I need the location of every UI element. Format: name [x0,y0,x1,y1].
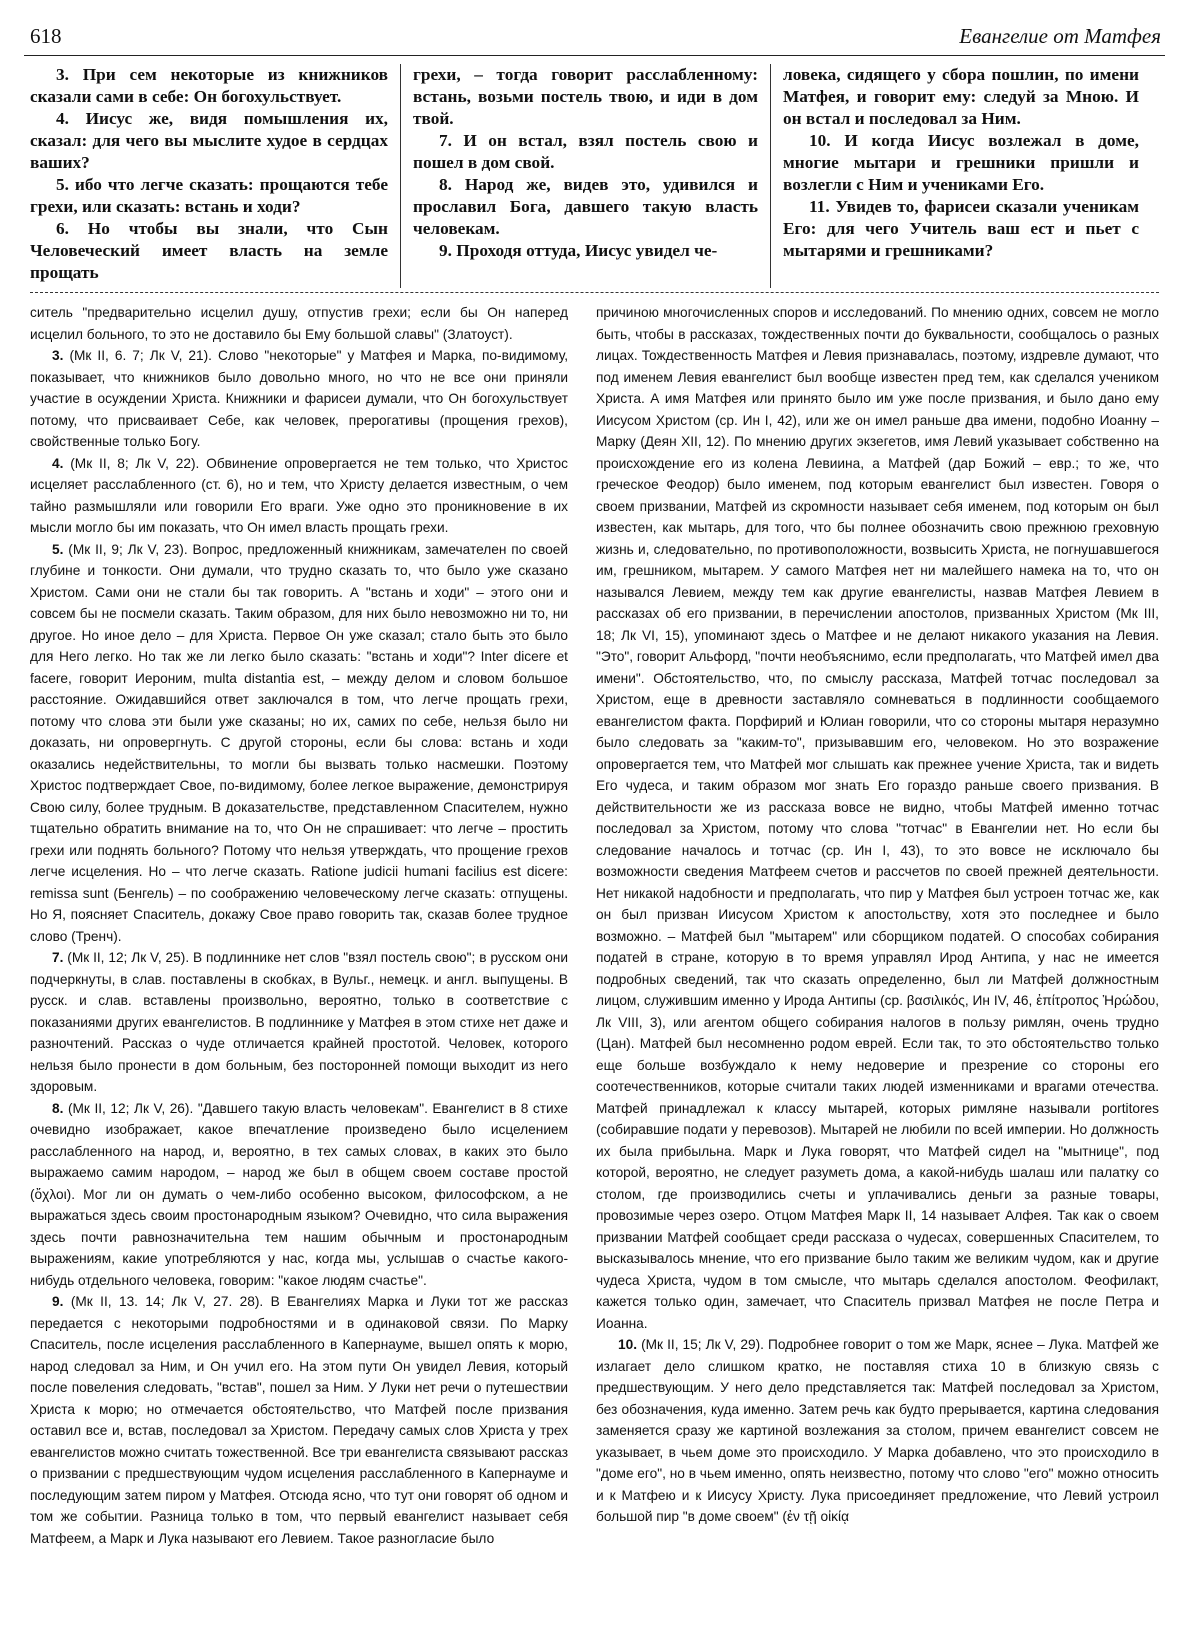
commentary-continued: ситель "предварительно исцелил душу, отпустив грехи; если бы Он наперед исцелил больного, то это не доставило бы Ему большой славы" (Златоуст). [30,305,568,342]
commentary-column-left [30,302,582,1622]
commentary-column-right [582,302,1159,1622]
commentary-verse-5 [30,539,568,948]
verses-separator [30,292,1159,293]
verse-ref: 7. [52,950,64,965]
verse-8: 8. Народ же, видев это, удивился и прославил Бога, давшего такую власть человекам. [413,175,758,238]
commentary-text: (Мк II, 8; Лк V, 22). Обвинение опровергается не тем только, что Христос исцеляет расслабленного (ст. 6), но и тем, что Христу делается известным, о чем тайно размышляли или говорили Его враги. Уже одно это проникновение в их мысли могло бы им показать, что Он имел власть прощать грехи. [30,455,568,535]
page-number: 618 [30,24,62,48]
commentary-text: (Мк II, 13. 14; Лк V, 27. 28). В Евангелиях Марка и Луки тот же рассказ передается с некоторыми подробностями и в одинаковой связи. По Марку Спаситель, после исцеления расслабленного в Капернауме, вышел опять к морю, народ следовал за Ним, и Он учил его. На этом пути Он увидел Левия, который после повеления следовать, "встав", пошел за Ним. У Луки нет речи о путешествии Христа к морю; но отмечается обстоятельство, что Матфей после призвания оставил все и, встав, последовал за Христом. Передачу самых слов Христа у трех евангелистов можно считать тожественной. Все три евангелиста связывают рассказ о призвании с предшествующим чудом исцеления расслабленного в Капернауме и последующим затем пиром у Матфея. Отсюда ясно, что тут они говорят об одном и том же событии. Разница только в том, что первый евангелист называет себя Матфеем, а Марк и Лука называют его Левием. Такое разногласие было [30,1294,568,1546]
verse-ref: 10. [618,1337,638,1352]
verse-4: 4. Иисус же, видя помышления их, сказал: для чего вы мыслите худое в сердцах ваших? [30,109,388,172]
commentary-verse-4 [30,453,568,539]
verse-6-continued: грехи, – тогда говорит расслабленному: встань, возьми постель твою, и иди в дом твой. [413,65,758,128]
verse-6: 6. Но чтобы вы знали, что Сын Человеческий имеет власть на земле прощать [30,219,388,282]
verse-5: 5. ибо что легче сказать: прощаются тебе грехи, или сказать: встань и ходи? [30,175,388,216]
verse-ref: 5. [52,541,64,557]
verse-3: 3. При сем некоторые из книжников сказали сами в себе: Он богохульствует. [30,65,388,106]
commentary-text: (Мк II, 15; Лк V, 29). Подробнее говорит о том же Марк, яснее – Лука. Матфей же излагает дело слишком кратко, не поставляя стиха 10 в близкую связь с предшествующим. У него дело представляется так: Матфей последовал за Христом, без обозначения, куда именно. Затем речь как будто прерывается, картина следования заменяется сразу же картиной возлежания за столом, причем евангелист совсем не указывает, в чьем доме это происходило. У Марка добавлено, что это происходило в "доме его", но в чьем именно, опять неизвестно, потому что слово "его" можно относить и к Матфею и к Иисусу Христу. Лука присоединяет предложение, что Левий устроил большой пир "в доме своем" (ἐν τῇ οἰκίᾳ [596,1337,1159,1524]
running-title: Евангелие от Матфея [959,24,1161,48]
header-rule [24,55,1165,56]
verse-10: 10. И когда Иисус возлежал в доме, многие мытари и грешники пришли и возлегли с Ним и учениками Его. [783,131,1139,194]
commentary-text: (Мк II, 6. 7; Лк V, 21). Слово "некоторые" у Матфея и Марка, по-видимому, показывает, что книжников было довольно много, но что не все они приняли участие в осуждении Христа. Книжники и фарисеи думали, что Он богохульствует потому, что присваивает Себе, как человек, прерогативы (прощения грехов), свойственные только Богу. [30,348,568,449]
scripture-verses [30,64,1159,288]
verse-ref: 9. [52,1294,64,1309]
verse-7: 7. И он встал, взял постель свою и пошел в дом свой. [413,131,758,172]
verse-ref: 8. [52,1100,64,1116]
verse-ref: 3. [52,348,64,363]
verse-column-2 [400,64,770,288]
commentary-verse-9 [30,1291,568,1549]
commentary-verse-7 [30,947,568,1098]
verse-column-1 [30,64,400,288]
commentary-verse-3 [30,345,568,453]
verse-ref: 4. [52,455,64,471]
commentary-continued: причиною многочисленных споров и исследований. По мнению одних, совсем не могло быть, чтобы в рассказах, тождественных почти до буквальности, сообщалось о разных лицах. Тождественность Матфея и Левия признавалась, поэтому, издревле думают, что под именем Левия евангелист был вообще известен пред тем, как сделался учеником Христа. А имя Матфея или принято было им уже после призвания, и было дано ему Иисусом Христом (ср. Ин I, 42), или же он имел раньше два имени, подобно Иоанну – Марку (Деян XII, 12). По мнению других экзегетов, имя Левий указывает собственно на происхождение его из колена Левиина, а Матфей (дар Божий – евр.; то же, что греческое Феодор) было именем, под которым евангелист был известен. Говоря о своем призвании, Матфей из скромности называет себя именем, под которым он был известен, как мытарь, для того, что бы полнее обозначить свою прежнюю греховную жизнь и, следовательно, по противоположности, возвысить Христа, не погнушавшегося им, грешником, мытарем. У самого Матфея нет ни малейшего намека на то, что он назывался Левием, между тем как другие евангелисты, назвав Матфея Левием в рассказах об его призвании, в перечислении апостолов, призванных Христом (Мк III, 18; Лк VI, 15), упоминают здесь о Матфее и не делают никакого указания на Левия. "Это", говорит Альфорд, "почти необъяснимо, если предполагать, что Матфей имел два имени". Обстоятельство, что, по смыслу рассказа, Матфей тотчас последовал за Христом, еще в древности заставляло сомневаться в подлинности сообщаемого евангелистом факта. Порфирий и Юлиан говорили, что со стороны мытаря неразумно было следовать за "каким-то", призывавшим его, человеком. Но это возражение опровергается тем, что Матфей мог слышать как прежнее учение Христа, так и видеть Его чудеса, и таким образом мог знать Его гораздо раньше своего призвания. В действительности же из рассказа вовсе не видно, чтобы Матфей именно тотчас последовал за Христом, потому что слова "тотчас" в Евангелии нет. Но если бы следование началось и тотчас (ср. Ин I, 43), то это вовсе не исключало бы возможности сведения Матфеем счетов и рассчетов по своей прежней деятельности. Нет никакой надобности и предполагать, что пир у Матфея был устроен тотчас же, как он был призван Иисусом Христом к апостольству, хотя это последнее и было возможно. – Матфей был "мытарем" или сборщиком податей. О способах собирания податей в стране, которую в то время управлял Ирод Антипа, у нас не имеется подробных сведений, так что сказать определенно, был ли Матфей должностным лицом, служившим именно у Ирода Антипы (ср. βασιλικός, Ин IV, 46, ἐπίτροπος Ἡρώδου, Лк VIII, 3), или агентом общего собирания налогов в пользу римлян, очень трудно (Цан). Матфей был несомненно родом еврей. Если так, то это обстоятельство только еще больше возбуждало к нему недоверие и презрение со стороны его соотечественников, которые считали таких людей изменниками и врагами отечества. Матфей принадлежал к классу мытарей, которых римляне называли portitores (собиравшие подати у перевозов). Мытарей не любили по всей империи. Но должность их была прибыльна. Марк и Лука говорят, что Матфей сидел на "мытнице", под которой, вероятно, не следует разуметь дома, а какой-нибудь шалаш или палатку со столом, где производились счеты и уплачивались деньги за разные товары, провозимые через озеро. Отцом Матфея Марк II, 14 называет Алфея. Так как о своем призвании Матфей сообщает среди рассказа о чудесах, совершенных Спасителем, то высказывалось мнение, что его призвание было таким же великим чудом, как и другие чудеса Христа, чудом в том смысле, что мытарь сделался апостолом. Феофилакт, кажется только один, замечает, что Спаситель призвал Матфея не после Петра и Иоанна. [596,305,1159,1331]
commentary-text: (Мк II, 12; Лк V, 26). "Давшего такую власть человекам". Евангелист в 8 стихе очевидно изображает, какое впечатление произведено было исцелением расслабленного на народ, и, вероятно, в тех самых словах, в каких это было выражаемо самим народом, – народ же был в общем своем составе простой (ὄχλοι). Мог ли он думать о чем-либо особенно высоком, философском, а не выражаться здесь своим простонародным языком? Очевидно, что сила выражения здесь почти равнозначительна тем нашим обычным и простонародным выражениям, какие употребляются у нас, когда мы, услышав о счастье какого-нибудь отдельного человека, говорим: "какое людям счастье". [30,1100,568,1288]
page-header [24,22,1165,52]
commentary-text: (Мк II, 12; Лк V, 25). В подлиннике нет слов "взял постель свою"; в русском они подчеркнуты, в слав. поставлены в скобках, в Вульг., немецк. и англ. выпущены. В русск. и слав. вставлены произвольно, вероятно, только в соответствие с показаниями других евангелистов. В подлиннике у Матфея в этом стихе нет даже и разночтений. Рассказ о чуде отличается крайней простотой. Человек, которого нельзя было пронести в дом больным, без посторонней помощи выходит из него здоровым. [30,950,568,1094]
commentary-verse-10 [596,1334,1159,1528]
commentary [30,302,1159,1622]
commentary-verse-8 [30,1098,568,1292]
verse-column-3 [770,64,1139,288]
verse-9: 9. Проходя оттуда, Иисус увидел че- [439,241,718,260]
verse-11: 11. Увидев то, фарисеи сказали ученикам Его: для чего Учитель ваш ест и пьет с мытарями и грешниками? [783,197,1139,260]
commentary-text: (Мк II, 9; Лк V, 23). Вопрос, предложенный книжникам, замечателен по своей глубине и тонкости. Они думали, что трудно сказать то, что было уже сказано Христом. Сами они не стали бы так говорить. А "встань и ходи" – этого они и совсем бы не посмели сказать. Таким образом, для них было невозможно ни то, ни другое. Но иное дело – для Христа. Первое Он уже сказал; стало быть это было для Него легко. Но так же ли легко было сказать: "встань и ходи"? Inter dicere et facere, говорит Иероним, multa distantia est, – между делом и словом большое расстояние. Ожидавшийся ответ заключался в том, что легче прощать грехи, потому что слова эти были уже сказаны; но их, самих по себе, нельзя было ни доказать, ни опровергнуть. С другой стороны, если бы слова: встань и ходи оказались недействительны, то могли бы вызвать только насмешки. Поэтому Христос подтверждает Свое, по-видимому, более легкое выражение, демонстрируя Свою силу, более трудным. В доказательстве, представленном Спасителем, нужно тщательно обратить внимание на то, что Он не спрашивает: что легче – простить грехи или поднять больного? Потому что нельзя утверждать, что прощение грехов легче исцеления. Но – что легче сказать. Ratione judicii humani facilius est dicere: remissa sunt (Бенгель) – по соображению человеческому легче сказать: отпущены. Но Я, поясняет Спаситель, докажу Свое право говорить так, сказав более трудное слово (Тренч). [30,541,568,944]
verse-9-continued: ловека, сидящего у сбора пошлин, по имени Матфея, и говорит ему: следуй за Мною. И он встал и последовал за Ним. [783,65,1139,128]
